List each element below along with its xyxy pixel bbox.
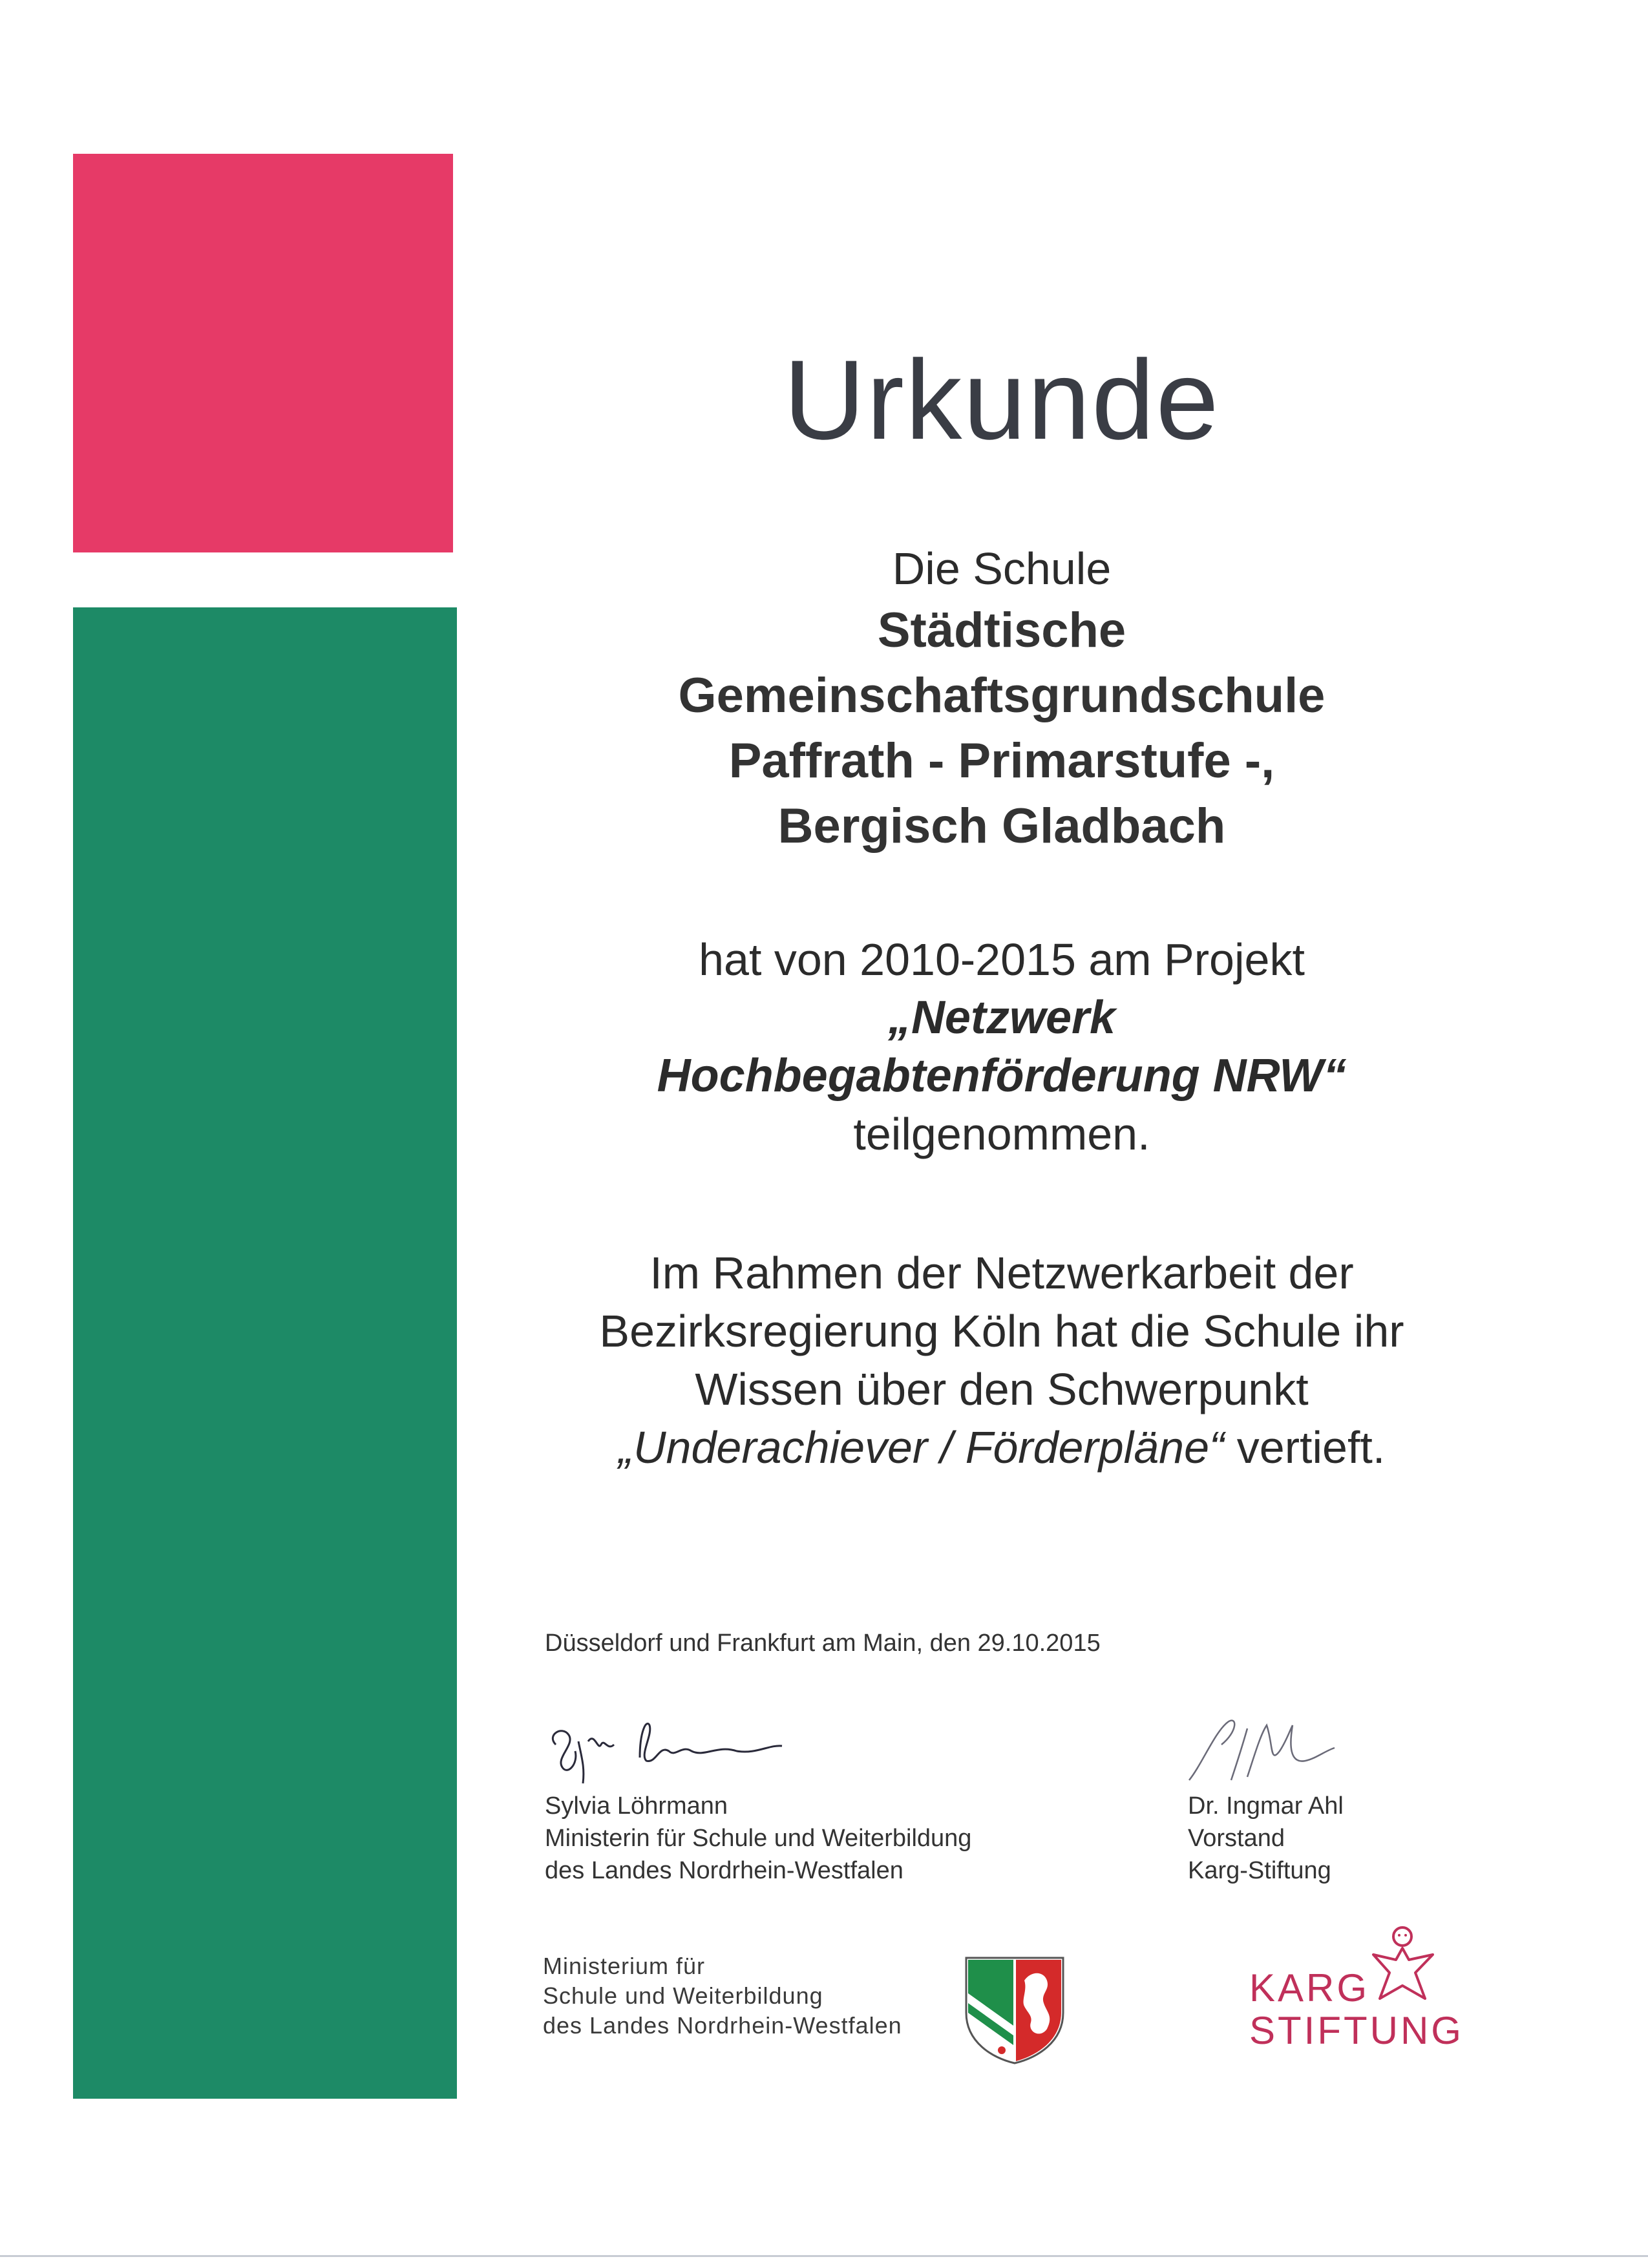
- karg-logo-word: KARG: [1249, 1966, 1370, 2010]
- school-name-line: Städtische: [877, 603, 1126, 658]
- signer-right-block: [1188, 1790, 1344, 1887]
- karg-star-figure-icon: [1360, 1922, 1444, 2006]
- network-line: Bezirksregierung Köln hat die Schule ihr: [599, 1306, 1404, 1356]
- project-name-line: Hochbegabtenförderung NRW“: [657, 1050, 1347, 1102]
- project-intro: hat von 2010-2015 am Projekt: [699, 934, 1305, 985]
- nrw-coat-of-arms-icon: [963, 1955, 1066, 2064]
- karg-logo-word: STIFTUNG: [1249, 2009, 1464, 2052]
- signer-left-org: des Landes Nordrhein-Westfalen: [545, 1857, 903, 1884]
- signer-right-org: Karg-Stiftung: [1188, 1857, 1331, 1884]
- ministry-logo-line: Ministerium für: [543, 1953, 706, 1979]
- signer-right-name: Dr. Ingmar Ahl: [1188, 1792, 1344, 1820]
- place-date-line: Düsseldorf und Frankfurt am Main, den 29.10.2015: [545, 1630, 1101, 1657]
- scan-edge-line: [0, 2255, 1648, 2257]
- network-line: Im Rahmen der Netzwerkarbeit der: [650, 1248, 1354, 1298]
- green-decor-block: [73, 607, 457, 2099]
- project-paragraph: [504, 930, 1499, 1163]
- project-name-line: „Netzwerk: [887, 992, 1116, 1044]
- school-intro: Die Schule: [892, 543, 1112, 594]
- school-name-line: Gemeinschaftsgrundschule: [678, 668, 1326, 723]
- signer-left-role: Ministerin für Schule und Weiterbildung: [545, 1825, 972, 1852]
- school-name-line: Paffrath - Primarstufe -,: [728, 733, 1275, 788]
- network-line: Wissen über den Schwerpunkt: [695, 1364, 1309, 1414]
- school-name: [504, 598, 1499, 859]
- ministry-logo-line: des Landes Nordrhein-Westfalen: [543, 2012, 902, 2039]
- signer-left-block: [545, 1790, 971, 1887]
- network-paragraph: [504, 1244, 1499, 1476]
- signer-right-role: Vorstand: [1188, 1825, 1285, 1852]
- focus-line: [504, 1418, 1499, 1476]
- signature-ahl: [1176, 1706, 1344, 1790]
- signer-left-name: Sylvia Löhrmann: [545, 1792, 728, 1820]
- school-name-line: Bergisch Gladbach: [777, 799, 1226, 854]
- signature-loehrmann: [543, 1706, 788, 1790]
- focus-topic: „Underachiever / Förderpläne“: [618, 1422, 1225, 1473]
- project-outro: teilgenommen.: [853, 1109, 1150, 1159]
- ministry-logo-text: [543, 1951, 902, 2041]
- ministry-logo-line: Schule und Weiterbildung: [543, 1982, 823, 2009]
- red-decor-block: [73, 154, 453, 552]
- certificate-title: Urkunde: [783, 337, 1220, 463]
- focus-suffix: vertieft.: [1224, 1422, 1386, 1473]
